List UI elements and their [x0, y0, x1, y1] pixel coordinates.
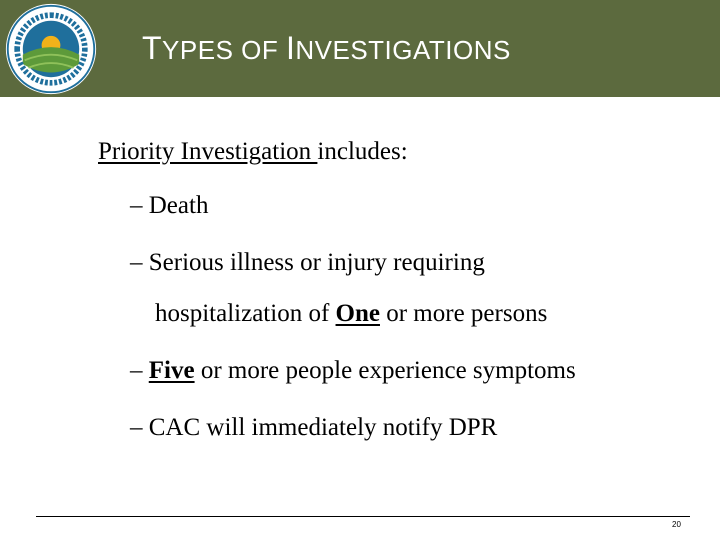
intro-underlined: Priority Investigation	[98, 138, 318, 165]
bullet-text: Death	[148, 192, 209, 219]
bullet-prefix: –	[130, 192, 149, 219]
title-text-1: YPES OF	[162, 35, 286, 65]
bullet-prefix: –	[130, 414, 149, 441]
title-cap-1: T	[142, 30, 163, 66]
title-text-2: NVESTIGATIONS	[295, 35, 511, 65]
footer-divider	[36, 516, 690, 517]
bullet-prefix: –	[130, 249, 149, 276]
page-number: 20	[672, 520, 681, 529]
slide-title	[142, 30, 511, 67]
bullet-emphasis-one: One	[335, 300, 380, 327]
bullet-text-pre: hospitalization of	[155, 300, 336, 327]
intro-line	[98, 138, 408, 166]
intro-rest: includes:	[317, 138, 408, 165]
bullet-text-post: or more people experience symptoms	[194, 357, 576, 384]
bullet-text-post: or more persons	[379, 300, 548, 327]
bullet-emphasis-five: Five	[148, 357, 195, 384]
bullet-death	[130, 192, 208, 220]
bullet-serious-illness	[130, 249, 485, 277]
bullet-five-people	[130, 357, 576, 385]
bullet-text: CAC will immediately notify DPR	[148, 414, 498, 441]
county-seal-logo	[4, 2, 98, 96]
bullet-cac-notify	[130, 414, 497, 442]
bullet-hospitalization-continuation	[155, 300, 547, 328]
title-bar	[0, 0, 720, 97]
bullet-text: Serious illness or injury requiring	[148, 249, 485, 276]
bullet-prefix: –	[130, 357, 149, 384]
title-cap-2: I	[285, 30, 296, 66]
